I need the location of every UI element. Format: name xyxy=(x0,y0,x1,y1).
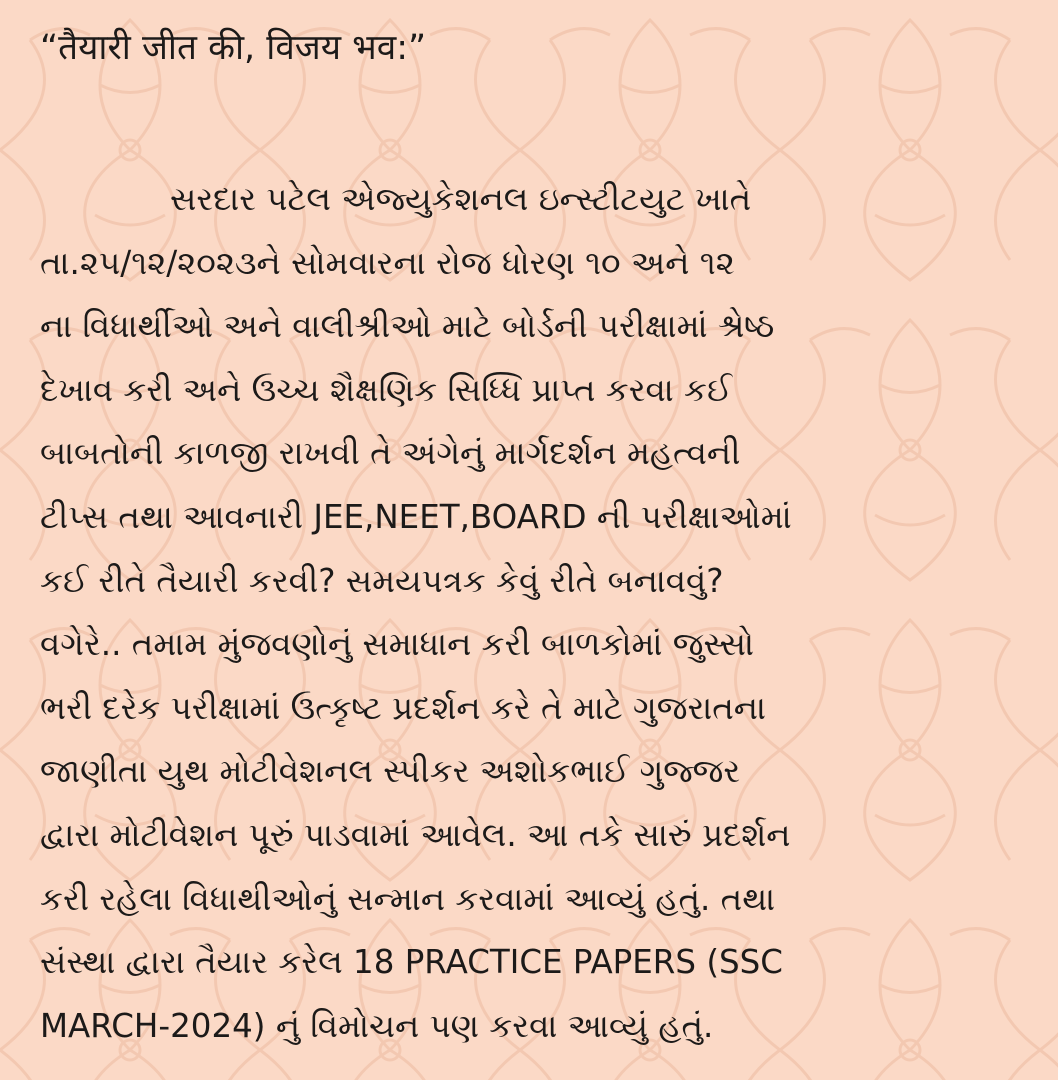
body-line: ના વિધાર્થીઓ અને વાલીશ્રીઓ માટે બોર્ડની પરીક્ષામાં શ્રેષ્ઠ xyxy=(40,307,775,346)
body-line: MARCH-2024) નું વિમોચન પણ કરવા આવ્યું હતું. xyxy=(40,1006,714,1045)
body-line: કઈ રીતે તૈયારી કરવી? સમયપત્રક કેવું રીતે બનાવવું? xyxy=(40,561,724,600)
body-line: કરી રહેલા વિધાથીઓનું સન્માન કરવામાં આવ્યું હતું. તથા xyxy=(40,879,776,918)
body-line: જાણીતા યુથ મોટીવેશનલ સ્પીકર અશોકભાઈ ગુજ્જર xyxy=(40,752,741,791)
body-line: ભરી દરેક પરીક્ષામાં ઉત્કૃષ્ટ પ્રદર્શન કરે તે માટે ગુજરાતના xyxy=(40,688,766,727)
body-line: વગેરે.. તમામ મુંજવણોનું સમાધાન કરી બાળકોમાં જુસ્સો xyxy=(40,625,755,664)
body-line: ટીપ્સ તથા આવનારી JEE,NEET,BOARD ની પરીક્ષાઓમાં xyxy=(40,497,792,536)
heading-quote: “तैयारी जीत की, विजय भव:” xyxy=(40,28,427,68)
body-paragraph xyxy=(40,168,1030,1058)
article-text-block xyxy=(40,18,1030,1058)
body-line: બાબતોની કાળજી રાખવી તે અંગેનું માર્ગદર્શન મહત્વની xyxy=(40,434,741,473)
body-line: દેખાવ કરી અને ઉચ્ચ શૈક્ષણિક સિધ્ધિ પ્રાપ્ત કરવા કઈ xyxy=(40,370,733,409)
body-line: તા.૨૫/૧૨/૨૦૨૩ને સોમવારના રોજ ધોરણ ૧૦ અને ૧૨ xyxy=(40,243,735,282)
body-line: સરદાર પટેલ એજ્યુકેશનલ ઇન્સ્ટીટયુટ ખાતે xyxy=(170,180,752,218)
body-line: દ્વારા મોટીવેશન પૂરું પાડવામાં આવેલ. આ તકે સારું પ્રદર્શન xyxy=(40,815,791,854)
body-line: સંસ્થા દ્વારા તૈયાર કરેલ 18 PRACTICE PAPERS (SSC xyxy=(40,943,783,982)
